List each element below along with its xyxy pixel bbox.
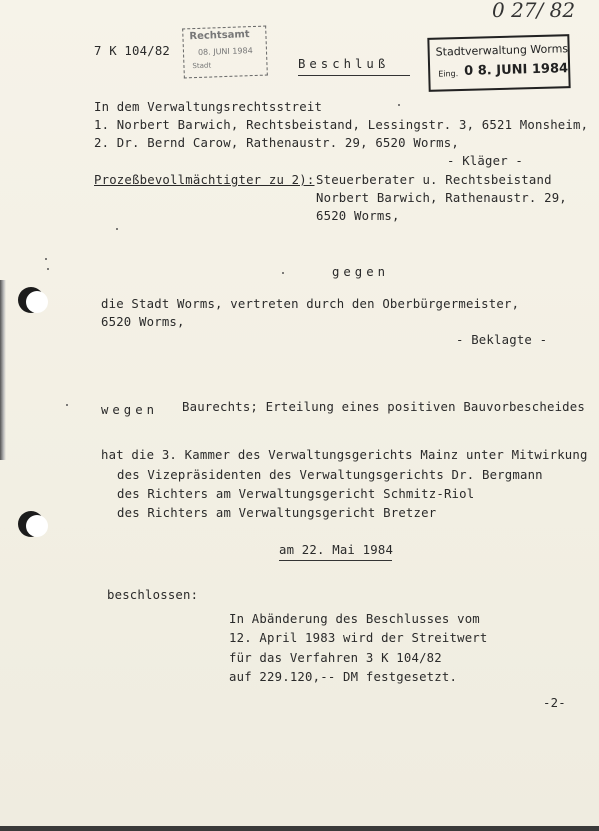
title-underline <box>298 75 410 76</box>
wegen-label: wegen <box>101 403 159 417</box>
plaintiff-1: 1. Norbert Barwich, Rechtsbeistand, Lessingstr. 3, 6521 Monsheim, <box>94 118 589 132</box>
punch-hole-top <box>26 291 48 313</box>
file-reference: 7 K 104/82 <box>94 44 171 58</box>
scan-edge-shadow <box>0 280 6 460</box>
received-stamp-line1: Rechtsamt <box>189 29 250 43</box>
plaintiff-2: 2. Dr. Bernd Carow, Rathenaustr. 29, 6520 Worms, <box>94 136 459 150</box>
gegen-label: gegen <box>332 265 390 279</box>
decision-line-3: für das Verfahren 3 K 104/82 <box>229 651 442 665</box>
beschlossen-label: beschlossen: <box>107 588 199 602</box>
court-line-2: des Vizepräsidenten des Verwaltungsgerichts Dr. Bergmann <box>117 468 543 482</box>
court-line-3: des Richters am Verwaltungsgericht Schmitz-Riol <box>117 487 475 501</box>
scan-speck <box>398 104 400 106</box>
city-receipt-stamp <box>427 34 570 92</box>
document-title: Beschluß <box>298 57 390 71</box>
court-line-1: hat die 3. Kammer des Verwaltungsgerichts Mainz unter Mitwirkung <box>101 448 588 462</box>
plaintiff-role-label: - Kläger - <box>447 154 524 168</box>
city-stamp-title: Stadtverwaltung Worms <box>435 42 569 59</box>
intro-line: In dem Verwaltungsrechtsstreit <box>94 100 323 114</box>
counsel-line-2: Norbert Barwich, Rathenaustr. 29, <box>316 191 567 205</box>
punch-hole-bottom <box>26 515 48 537</box>
decision-line-2: 12. April 1983 wird der Streitwert <box>229 631 488 645</box>
decision-line-4: auf 229.120,-- DM festgesetzt. <box>229 670 458 684</box>
decision-date: am 22. Mai 1984 <box>279 543 394 557</box>
scan-bottom-edge <box>0 826 599 831</box>
scan-speck <box>47 268 49 270</box>
scan-speck <box>116 228 118 230</box>
received-stamp <box>182 26 268 79</box>
page-continuation-marker: -2- <box>543 696 566 710</box>
city-stamp-date: 0 8. JUNI 1984 <box>464 61 569 79</box>
city-stamp-eing-label: Eing. <box>438 69 459 79</box>
received-stamp-date: 08. JUNI 1984 <box>197 46 253 57</box>
decision-line-1: In Abänderung des Beschlusses vom <box>229 612 480 626</box>
scan-speck <box>45 258 47 260</box>
date-underline <box>279 560 392 561</box>
counsel-line-1: Steuerberater u. Rechtsbeistand <box>316 173 552 187</box>
defendant-role-label: - Beklagte - <box>456 333 548 347</box>
received-stamp-line3: Stadt <box>192 61 212 71</box>
defendant-line-2: 6520 Worms, <box>101 315 185 329</box>
subject-matter: Baurechts; Erteilung eines positiven Bauvorbescheides <box>182 400 585 414</box>
handwritten-reference: 0 27/ 82 <box>492 0 576 22</box>
scan-speck <box>282 272 284 274</box>
counsel-label: Prozeßbevollmächtigter zu 2): <box>94 173 315 187</box>
counsel-line-3: 6520 Worms, <box>316 209 400 223</box>
defendant-line-1: die Stadt Worms, vertreten durch den Oberbürgermeister, <box>101 297 520 311</box>
court-line-4: des Richters am Verwaltungsgericht Bretzer <box>117 506 437 520</box>
scan-speck <box>66 404 68 406</box>
